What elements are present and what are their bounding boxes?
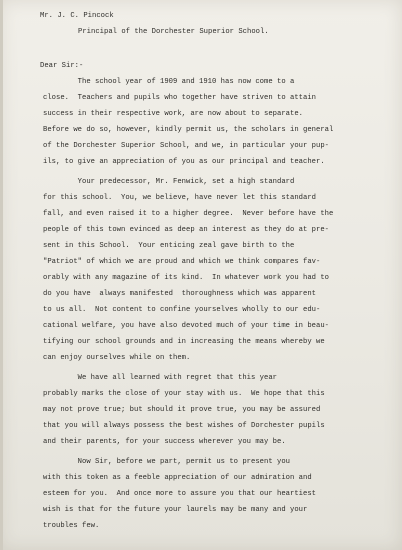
body-line: may not prove true; but should it prove true, you may be assured	[43, 406, 321, 414]
body-line: sent in this School. Your enticing zeal gave birth to the	[43, 242, 295, 250]
addressee-title: Principal of the Dorchester Superior School.	[78, 28, 269, 36]
body-line: for this school. You, we believe, have never let this standard	[43, 194, 316, 202]
body-line: people of this town evinced as deep an interest as they do at pre-	[43, 226, 329, 234]
body-line: probably marks the close of your stay with us. We hope that this	[43, 390, 325, 398]
page-edge	[0, 0, 3, 550]
body-line: with this token as a feeble appreciation of our admiration and	[43, 474, 312, 482]
body-line: of the Dorchester Superior School, and we, in particular your pup-	[43, 142, 329, 150]
body-line: wish is that for the future your laurels may be many and your	[43, 506, 308, 514]
body-line: close. Teachers and pupils who together have striven to attain	[43, 94, 316, 102]
body-line: troubles few.	[43, 522, 100, 530]
body-line: tifying our school grounds and in increasing the means whereby we	[43, 338, 325, 346]
salutation: Dear Sir:-	[40, 62, 84, 70]
body-line: cational welfare, you have also devoted much of your time in beau-	[43, 322, 329, 330]
body-line: The school year of 1909 and 1910 has now come to a	[43, 78, 295, 86]
body-line: "Patriot" of which we are proud and which we think compares fav-	[43, 258, 321, 266]
body-line: success in their respective work, are now about to separate.	[43, 110, 303, 118]
body-line: esteem for you. And once more to assure you that our heartiest	[43, 490, 316, 498]
body-line: We have all learned with regret that this year	[43, 374, 277, 382]
body-line: orably with any magazine of its kind. In whatever work you had to	[43, 274, 329, 282]
body-line: ils, to give an appreciation of you as our principal and teacher.	[43, 158, 325, 166]
body-line: Now Sir, before we part, permit us to present you	[43, 458, 290, 466]
addressee: Mr. J. C. Pincock	[40, 12, 114, 20]
body-line: that you will always possess the best wishes of Dorchester pupils	[43, 422, 325, 430]
body-line: fall, and even raised it to a higher degree. Never before have the	[43, 210, 334, 218]
body-line: Before we do so, however, kindly permit us, the scholars in general	[43, 126, 334, 134]
body-line: to us all. Not content to confine yourselves wholly to our edu-	[43, 306, 321, 314]
body-line: Your predecessor, Mr. Fenwick, set a high standard	[43, 178, 295, 186]
body-line: do you have always manifested thoroughness which was apparent	[43, 290, 316, 298]
body-line: can enjoy ourselves while on them.	[43, 354, 191, 362]
body-line: and their parents, for your success wherever you may be.	[43, 438, 286, 446]
